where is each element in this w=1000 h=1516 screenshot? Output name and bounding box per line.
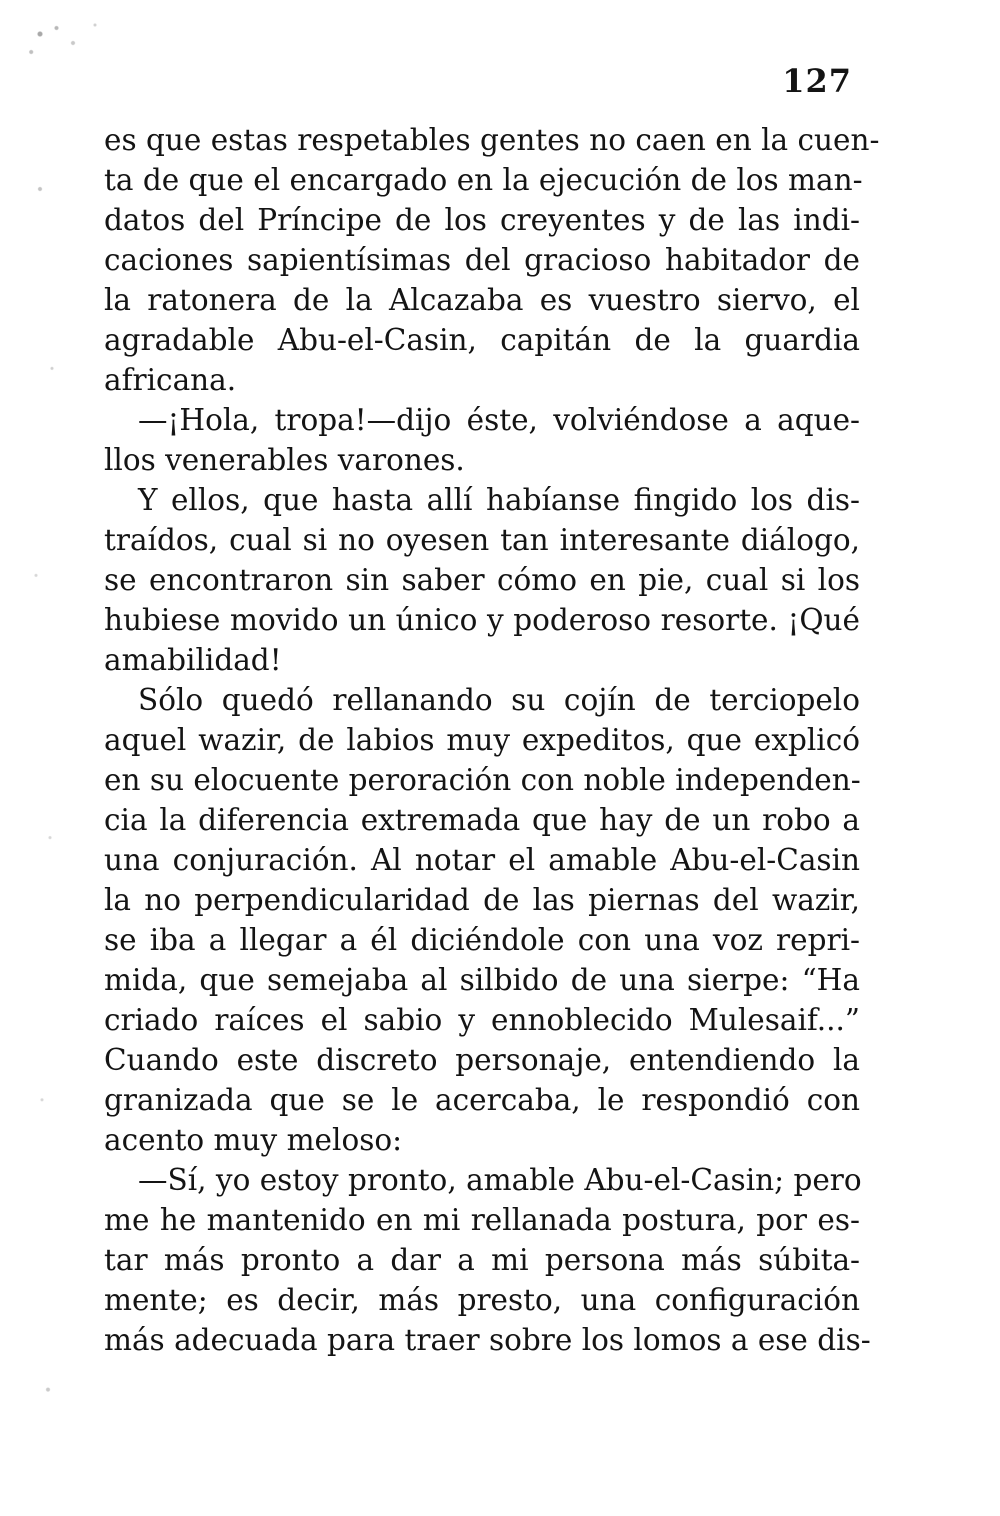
text-line: es que estas respetables gentes no caen en la cuen- (104, 123, 880, 157)
text-line: tar más pronto a dar a mi persona más súbita- (104, 1243, 860, 1277)
text-line: —¡Hola, tropa!—dijo éste, volviéndose a aque- (138, 403, 860, 437)
text-line: se iba a llegar a él diciéndole con una voz repri- (104, 923, 860, 957)
text-line: criado raíces el sabio y ennoblecido Mulesaif...” (104, 1003, 860, 1037)
text-line: traídos, cual si no oyesen tan interesante diálogo, (104, 523, 860, 557)
text-line: mida, que semejaba al silbido de una sierpe: “Ha (104, 963, 860, 997)
page-number: 127 (782, 62, 852, 100)
text-line: caciones sapientísimas del gracioso habitador de (104, 243, 860, 277)
text-line: africana. (104, 363, 237, 397)
text-line: Y ellos, que hasta allí habíanse fingido los dis- (138, 483, 860, 517)
text-line: —Sí, yo estoy pronto, amable Abu-el-Casin; pero (138, 1163, 862, 1197)
text-line: agradable Abu-el-Casin, capitán de la guardia (104, 323, 860, 357)
text-line: granizada que se le acercaba, le respondió con (104, 1083, 860, 1117)
text-line: acento muy meloso: (104, 1123, 403, 1157)
text-line: llos venerables varones. (104, 443, 465, 477)
text-line: se encontraron sin saber cómo en pie, cual si los (104, 563, 860, 597)
text-line: ta de que el encargado en la ejecución de los man- (104, 163, 863, 197)
text-line: Sólo quedó rellanando su cojín de terciopelo (138, 683, 860, 717)
text-line: más adecuada para traer sobre los lomos a ese dis- (104, 1323, 871, 1357)
text-line: datos del Príncipe de los creyentes y de las indi- (104, 203, 860, 237)
text-line: cia la diferencia extremada que hay de un robo a (104, 803, 860, 837)
text-line: la ratonera de la Alcazaba es vuestro siervo, el (104, 283, 860, 317)
text-line: amabilidad! (104, 643, 282, 677)
text-line: Cuando este discreto personaje, entendiendo la (104, 1043, 860, 1077)
text-line: en su elocuente peroración con noble independen- (104, 763, 861, 797)
text-line: una conjuración. Al notar el amable Abu-el-Casin (104, 843, 860, 877)
scan-edge-specks (28, 120, 68, 1500)
text-line: mente; es decir, más presto, una configuración (104, 1283, 860, 1317)
text-line: me he mantenido en mi rellanada postura, por es- (104, 1203, 860, 1237)
text-line: aquel wazir, de labios muy expeditos, que explicó (104, 723, 860, 757)
body-text (104, 120, 880, 1360)
text-line: hubiese movido un único y poderoso resorte. ¡Qué (104, 603, 860, 637)
scan-smudge (18, 10, 128, 70)
text-line: la no perpendicularidad de las piernas del wazir, (104, 883, 860, 917)
